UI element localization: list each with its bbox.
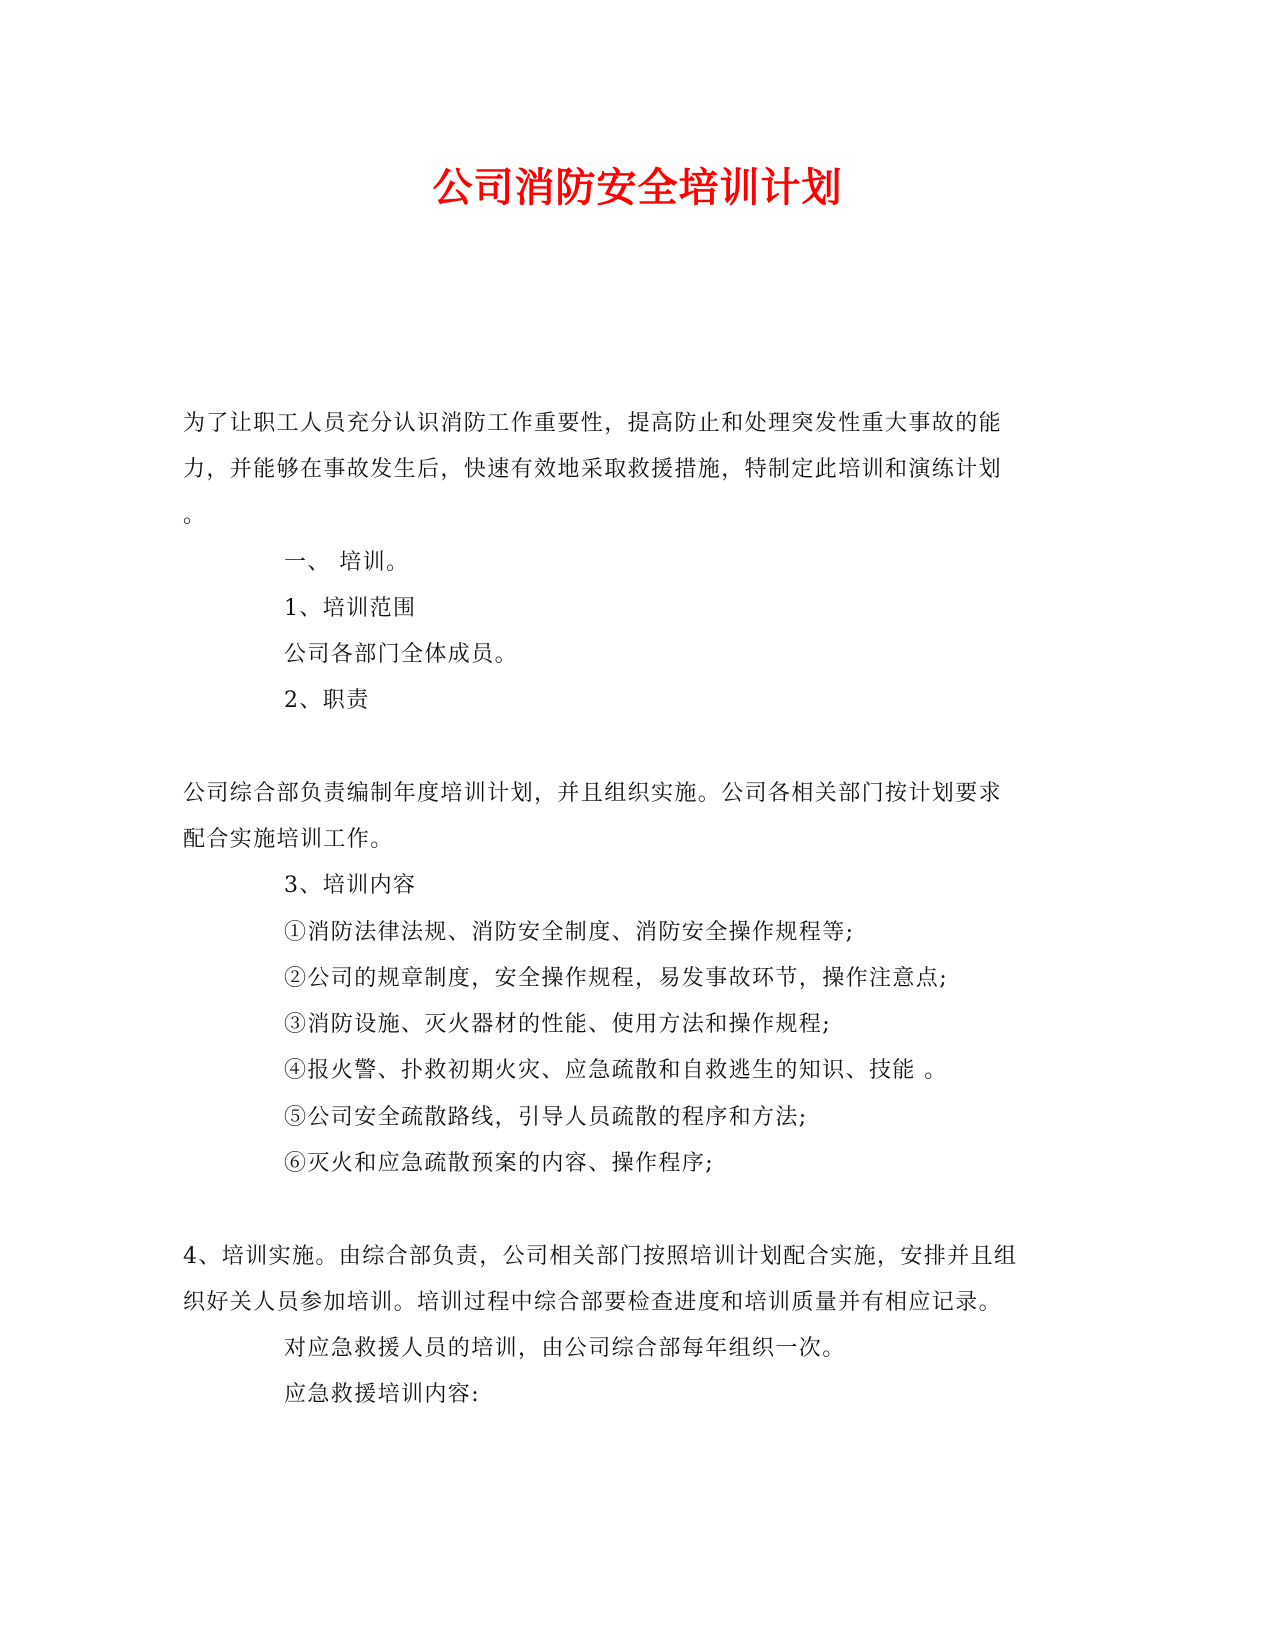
intro-line-1: 为了让职工人员充分认识消防工作重要性，提高防止和处理突发性重大事故的能 [183, 411, 1003, 436]
intro-line-2: 力，并能够在事故发生后，快速有效地采取救援措施，特制定此培训和演练计划 [183, 457, 1003, 482]
list-item: ④报火警、扑救初期火灾、应急疏散和自救逃生的知识、技能 。 [284, 1058, 948, 1083]
list-item: ②公司的规章制度，安全操作规程，易发事故环节，操作注意点; [284, 966, 949, 991]
emergency-training-text: 对应急救援人员的培训，由公司综合部每年组织一次。 [284, 1336, 846, 1361]
item-2-body-line-1: 公司综合部负责编制年度培训计划，并且组织实施。公司各相关部门按计划要求 [183, 781, 1003, 806]
item-4-line-2: 织好关人员参加培训。培训过程中综合部要检查进度和培训质量并有相应记录。 [183, 1290, 1003, 1315]
list-item: ⑥灭火和应急疏散预案的内容、操作程序; [284, 1151, 715, 1176]
list-item: ⑤公司安全疏散路线，引导人员疏散的程序和方法; [284, 1105, 808, 1130]
list-item: ①消防法律法规、消防安全制度、消防安全操作规程等; [284, 920, 855, 945]
list-item: ③消防设施、灭火器材的性能、使用方法和操作规程; [284, 1012, 832, 1037]
document-title: 公司消防安全培训计划 [432, 164, 843, 211]
item-1-body: 公司各部门全体成员。 [284, 642, 519, 667]
item-2-body-line-2: 配合实施培训工作。 [183, 827, 394, 852]
item-2-heading: 2、职责 [284, 688, 370, 713]
section-1-heading: 一、 培训。 [284, 550, 410, 575]
item-4-line-1: 4、培训实施。由综合部负责，公司相关部门按照培训计划配合实施，安排并且组 [183, 1244, 1018, 1269]
item-1-heading: 1、培训范围 [284, 596, 417, 621]
item-3-heading: 3、培训内容 [284, 873, 417, 898]
emergency-content-heading: 应急救援培训内容: [284, 1382, 481, 1407]
intro-line-3: 。 [183, 503, 207, 528]
